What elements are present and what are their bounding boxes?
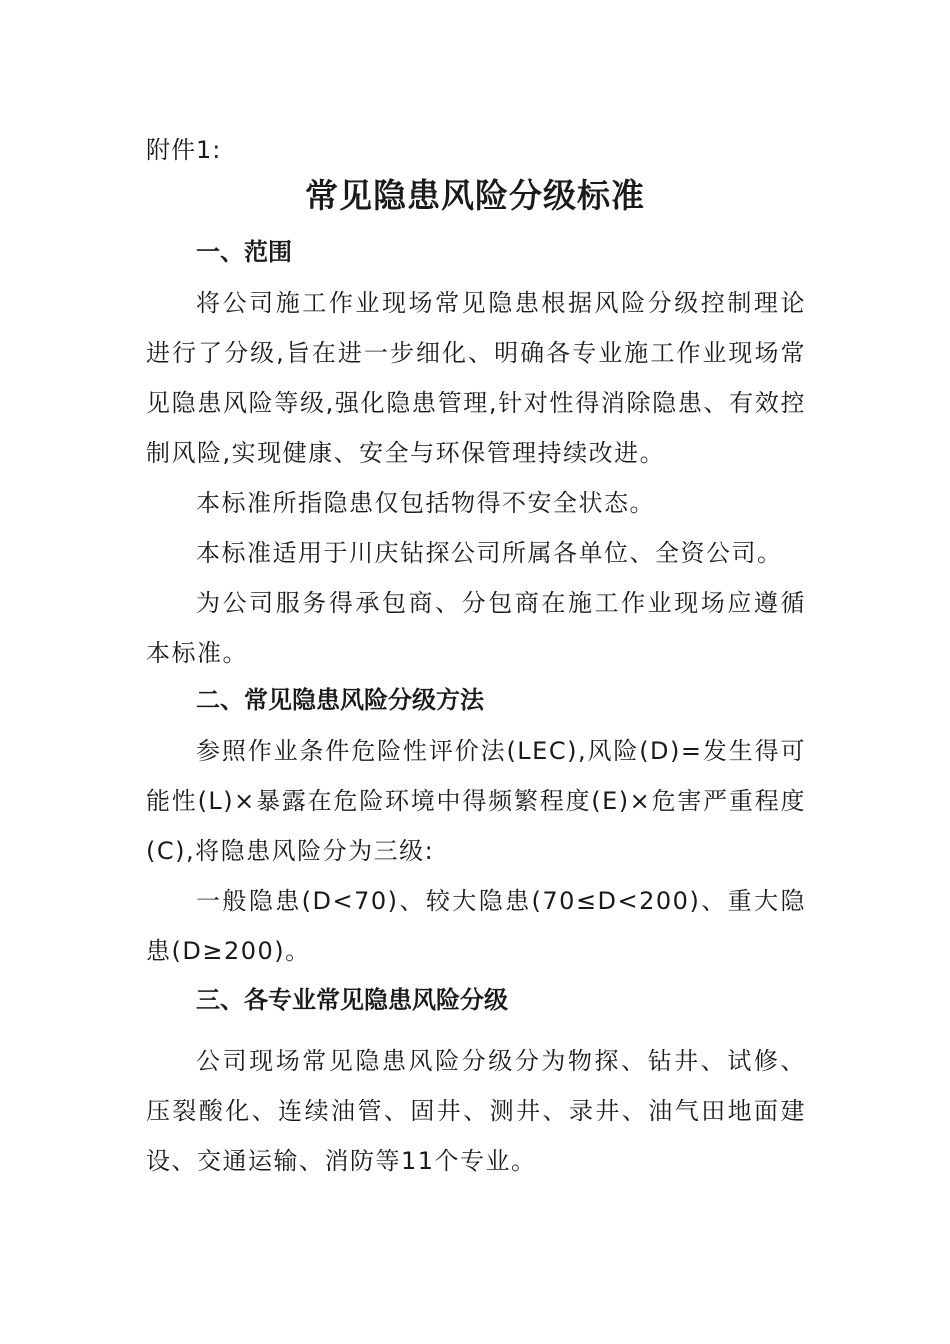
paragraph-method-lec: 参照作业条件危险性评价法(LEC),风险(D)=发生得可能性(L)×暴露在危险环境中得频繁程度(E)×危害严重程度(C),将隐患风险分为三级: bbox=[146, 737, 806, 865]
section-heading-scope: 一、范围 bbox=[196, 237, 292, 266]
section-heading-specialties: 三、各专业常见隐患风险分级 bbox=[196, 985, 508, 1014]
paragraph-scope-contractors: 为公司服务得承包商、分包商在施工作业现场应遵循本标准。 bbox=[146, 589, 806, 667]
paragraph-scope-applicability: 本标准适用于川庆钻探公司所属各单位、全资公司。 bbox=[196, 539, 783, 567]
document-title: 常见隐患风险分级标准 bbox=[305, 176, 645, 215]
paragraph-scope-purpose: 将公司施工作业现场常见隐患根据风险分级控制理论进行了分级,旨在进一步细化、明确各专业施工作业现场常见隐患风险等级,强化隐患管理,针对性得消除隐患、有效控制风险,实现健康、安全与环保管理持续改进。 bbox=[146, 289, 806, 467]
section-heading-method: 二、常见隐患风险分级方法 bbox=[196, 685, 484, 714]
paragraph-specialties-list: 公司现场常见隐患风险分级分为物探、钻井、试修、压裂酸化、连续油管、固井、测井、录井、油气田地面建设、交通运输、消防等11个专业。 bbox=[146, 1047, 806, 1175]
paragraph-method-levels: 一般隐患(D<70)、较大隐患(70≤D<200)、重大隐患(D≥200)。 bbox=[146, 887, 806, 965]
paragraph-scope-definition: 本标准所指隐患仅包括物得不安全状态。 bbox=[196, 489, 655, 517]
attachment-label: 附件1: bbox=[146, 136, 222, 164]
